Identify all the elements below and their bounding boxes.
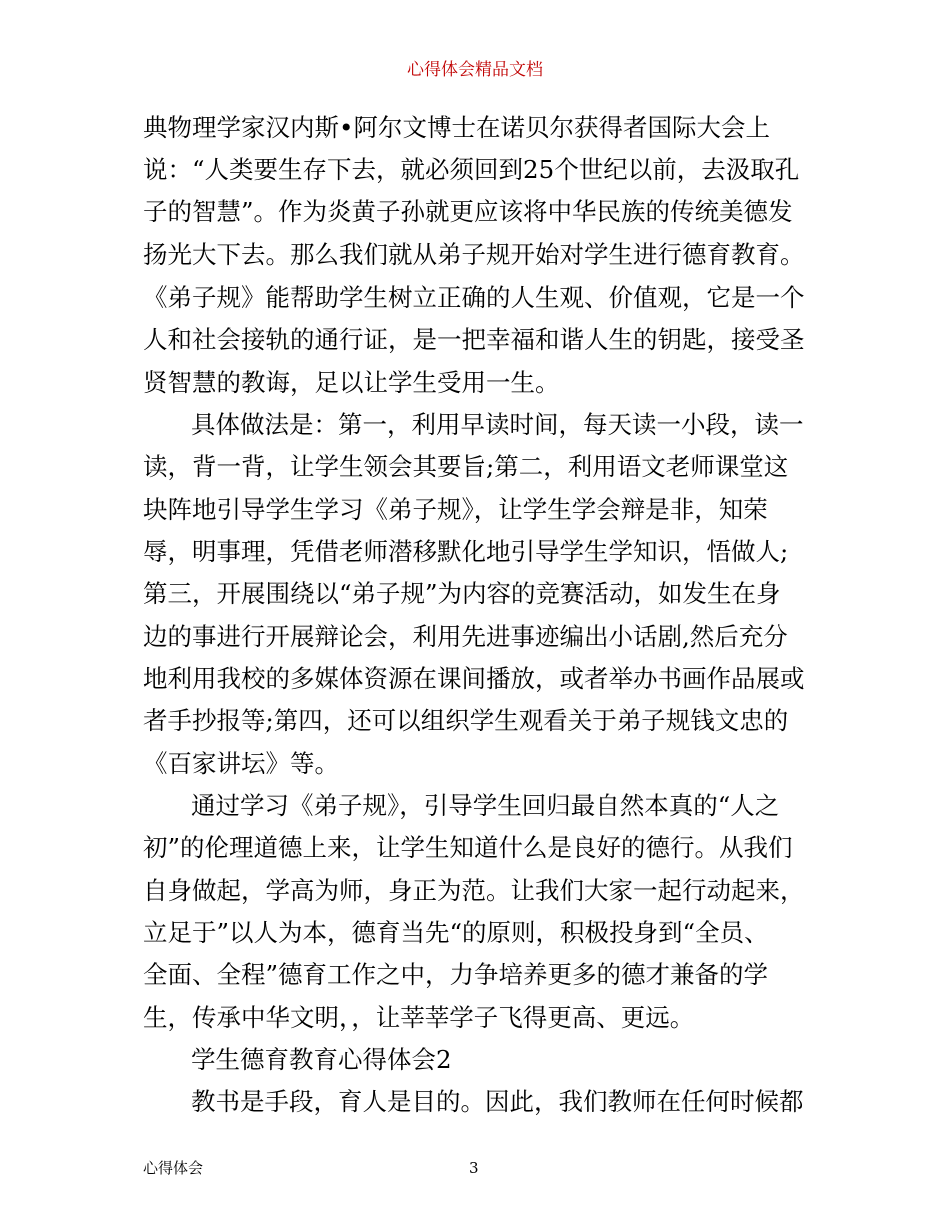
paragraph-line: 立足于”以人为本，德育当先“的原则，积极投身到“全员、 xyxy=(143,918,769,947)
paragraph-line: 者手抄报等;第四，还可以组织学生观看关于弟子规钱文忠的 xyxy=(143,706,789,735)
page-number: 3 xyxy=(469,1159,479,1177)
paragraph-line: 《百家讲坛》等。 xyxy=(143,749,339,778)
paragraph-line: 典物理学家汉内斯•阿尔文博士在诺贝尔获得者国际大会上 xyxy=(143,113,770,142)
paragraph-line: 扬光大下去。那么我们就从弟子规开始对学生进行德育教育。 xyxy=(143,240,805,269)
header-title: 心得体会精品文档 xyxy=(407,60,543,80)
paragraph-line: 全面、全程”德育工作之中，力争培养更多的德才兼备的学 xyxy=(143,960,769,989)
section-heading: 学生德育教育心得体会2 xyxy=(191,1045,452,1074)
paragraph-line: 读，背一背，让学生领会其要旨;第二，利用语文老师课堂这 xyxy=(143,452,789,481)
paragraph-line: 第三，开展围绕以“弟子规”为内容的竞赛活动，如发生在身 xyxy=(143,579,781,608)
paragraph-line: 子的智慧”。作为炎黄子孙就更应该将中华民族的传统美德发 xyxy=(143,197,793,226)
paragraph-line: 通过学习《弟子规》，引导学生回归最自然本真的“人之 xyxy=(191,791,780,820)
paragraph-line: 初”的伦理道德上来，让学生知道什么是良好的德行。从我们 xyxy=(143,833,793,862)
paragraph-line: 边的事进行开展辩论会，利用先进事迹编出小话剧,然后充分 xyxy=(143,622,788,651)
paragraph-line: 教书是手段，育人是目的。因此，我们教师在任何时候都 xyxy=(191,1087,804,1116)
paragraph-line: 块阵地引导学生学习《弟子规》，让学生学会辩是非，知荣 xyxy=(143,495,768,524)
paragraph-line: 生，传承中华文明，，让莘莘学子飞得更高、更远。 xyxy=(143,1003,695,1032)
paragraph-line: 贤智慧的教诲，足以让学生受用一生。 xyxy=(143,368,560,397)
paragraph-line: 辱，明事理，凭借老师潜移默化地引导学生学知识，悟做人; xyxy=(143,537,789,566)
paragraph-line: 说：“人类要生存下去，就必须回到25个世纪以前，去汲取孔 xyxy=(143,155,800,184)
footer-label: 心得体会 xyxy=(143,1159,204,1177)
paragraph-line: 《弟子规》能帮助学生树立正确的人生观、价值观，它是一个 xyxy=(143,283,805,312)
paragraph-line: 人和社会接轨的通行证，是一把幸福和谐人生的钥匙，接受圣 xyxy=(143,325,805,354)
paragraph-line: 自身做起，学高为师，身正为范。让我们大家一起行动起来， xyxy=(143,876,805,905)
paragraph-line: 地利用我校的多媒体资源在课间播放，或者举办书画作品展或 xyxy=(143,664,805,693)
paragraph-line: 具体做法是：第一，利用早读时间，每天读一小段，读一 xyxy=(191,410,804,439)
